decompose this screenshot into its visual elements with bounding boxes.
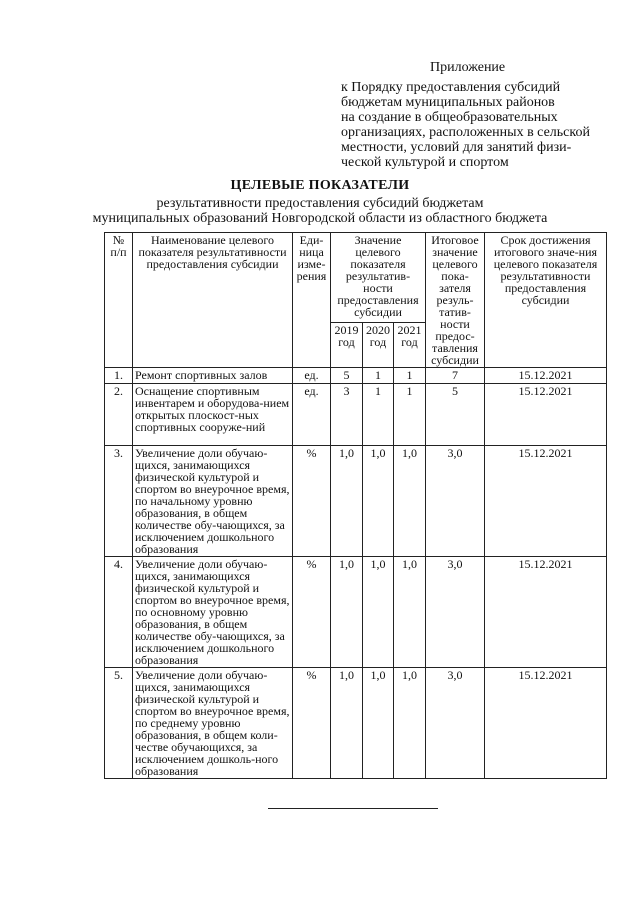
cell-name: Ремонт спортивных залов — [133, 368, 293, 384]
cell-total: 7 — [426, 368, 485, 384]
appendix-title: Приложение — [430, 60, 506, 75]
cell-num: 3. — [105, 446, 133, 557]
cell-2020: 1,0 — [363, 557, 394, 668]
cell-name: Увеличение доли обучаю-щихся, занимающихся физической культурой и спортом во внеурочное время, по основному уровню образования, в общем количестве обу-чающихся, за исключением дошкольного образования — [133, 557, 293, 668]
cell-num: 5. — [105, 668, 133, 779]
appendix-line: местности, условий для занятий физи- — [341, 140, 572, 155]
document-subtitle — [0, 196, 640, 226]
header-num: № п/п — [105, 233, 133, 368]
cell-2019: 5 — [331, 368, 363, 384]
cell-2019: 1,0 — [331, 557, 363, 668]
header-year-2020: 2020 год — [363, 322, 394, 367]
header-year-2021: 2021 год — [394, 322, 426, 367]
header-year-2019: 2019 год — [331, 322, 363, 367]
cell-2019: 1,0 — [331, 446, 363, 557]
footer-divider — [268, 808, 438, 809]
cell-2019: 3 — [331, 384, 363, 446]
cell-deadline: 15.12.2021 — [485, 668, 607, 779]
cell-deadline: 15.12.2021 — [485, 557, 607, 668]
cell-2020: 1 — [363, 384, 394, 446]
document-title: ЦЕЛЕВЫЕ ПОКАЗАТЕЛИ — [230, 178, 410, 193]
cell-name: Увеличение доли обучаю-щихся, занимающихся физической культурой и спортом во внеурочное время, по начальному уровню образования, в общем количестве обу-чающихся, за исключением дошкольного образования — [133, 446, 293, 557]
cell-num: 4. — [105, 557, 133, 668]
header-name: Наименование целевого показателя результативности предоставления субсидии — [133, 233, 293, 368]
cell-total: 3,0 — [426, 557, 485, 668]
header-value: Значение целевого показателя результатив-ности предоставления субсидии — [331, 233, 426, 323]
cell-deadline: 15.12.2021 — [485, 446, 607, 557]
cell-2021: 1,0 — [394, 668, 426, 779]
header-total: Итоговое значение целевого пока-зателя резуль-татив-ности предос-тавления субсидии — [426, 233, 485, 368]
header-deadline: Срок достижения итогового значе-ния целевого показателя результативности предоставления субсидии — [485, 233, 607, 368]
cell-unit: % — [293, 446, 331, 557]
appendix-line: ческой культурой и спортом — [341, 155, 509, 170]
appendix-line: на создание в общеобразовательных — [341, 110, 558, 125]
cell-total: 3,0 — [426, 446, 485, 557]
table-row — [105, 384, 607, 446]
cell-name: Оснащение спортивным инвентарем и оборудова-нием открытых плоскост-ных спортивных сооруже-ний — [133, 384, 293, 446]
cell-deadline: 15.12.2021 — [485, 384, 607, 446]
cell-unit: ед. — [293, 384, 331, 446]
indicators-table — [104, 232, 607, 779]
cell-2021: 1,0 — [394, 446, 426, 557]
table-row — [105, 368, 607, 384]
appendix-line: бюджетам муниципальных районов — [341, 95, 555, 110]
cell-num: 2. — [105, 384, 133, 446]
cell-2019: 1,0 — [331, 668, 363, 779]
appendix-line: к Порядку предоставления субсидий — [341, 80, 561, 95]
cell-unit: % — [293, 557, 331, 668]
cell-unit: ед. — [293, 368, 331, 384]
cell-num: 1. — [105, 368, 133, 384]
cell-total: 5 — [426, 384, 485, 446]
cell-2021: 1 — [394, 384, 426, 446]
appendix-text — [341, 80, 611, 170]
appendix-line: организациях, расположенных в сельской — [341, 125, 590, 140]
cell-2021: 1 — [394, 368, 426, 384]
cell-2020: 1 — [363, 368, 394, 384]
cell-2020: 1,0 — [363, 446, 394, 557]
subtitle-line: результативности предоставления субсидий бюджетам — [156, 196, 484, 211]
table-row — [105, 446, 607, 557]
header-unit: Еди-ница изме-рения — [293, 233, 331, 368]
cell-2020: 1,0 — [363, 668, 394, 779]
cell-2021: 1,0 — [394, 557, 426, 668]
table-row — [105, 668, 607, 779]
cell-deadline: 15.12.2021 — [485, 368, 607, 384]
table-row — [105, 557, 607, 668]
subtitle-line: муниципальных образований Новгородской области из областного бюджета — [92, 211, 548, 226]
cell-total: 3,0 — [426, 668, 485, 779]
cell-name: Увеличение доли обучаю-щихся, занимающихся физической культурой и спортом во внеурочное время, по среднему уровню образования, в общем коли-честве обучающихся, за исключением дошколь-ного образования — [133, 668, 293, 779]
cell-unit: % — [293, 668, 331, 779]
